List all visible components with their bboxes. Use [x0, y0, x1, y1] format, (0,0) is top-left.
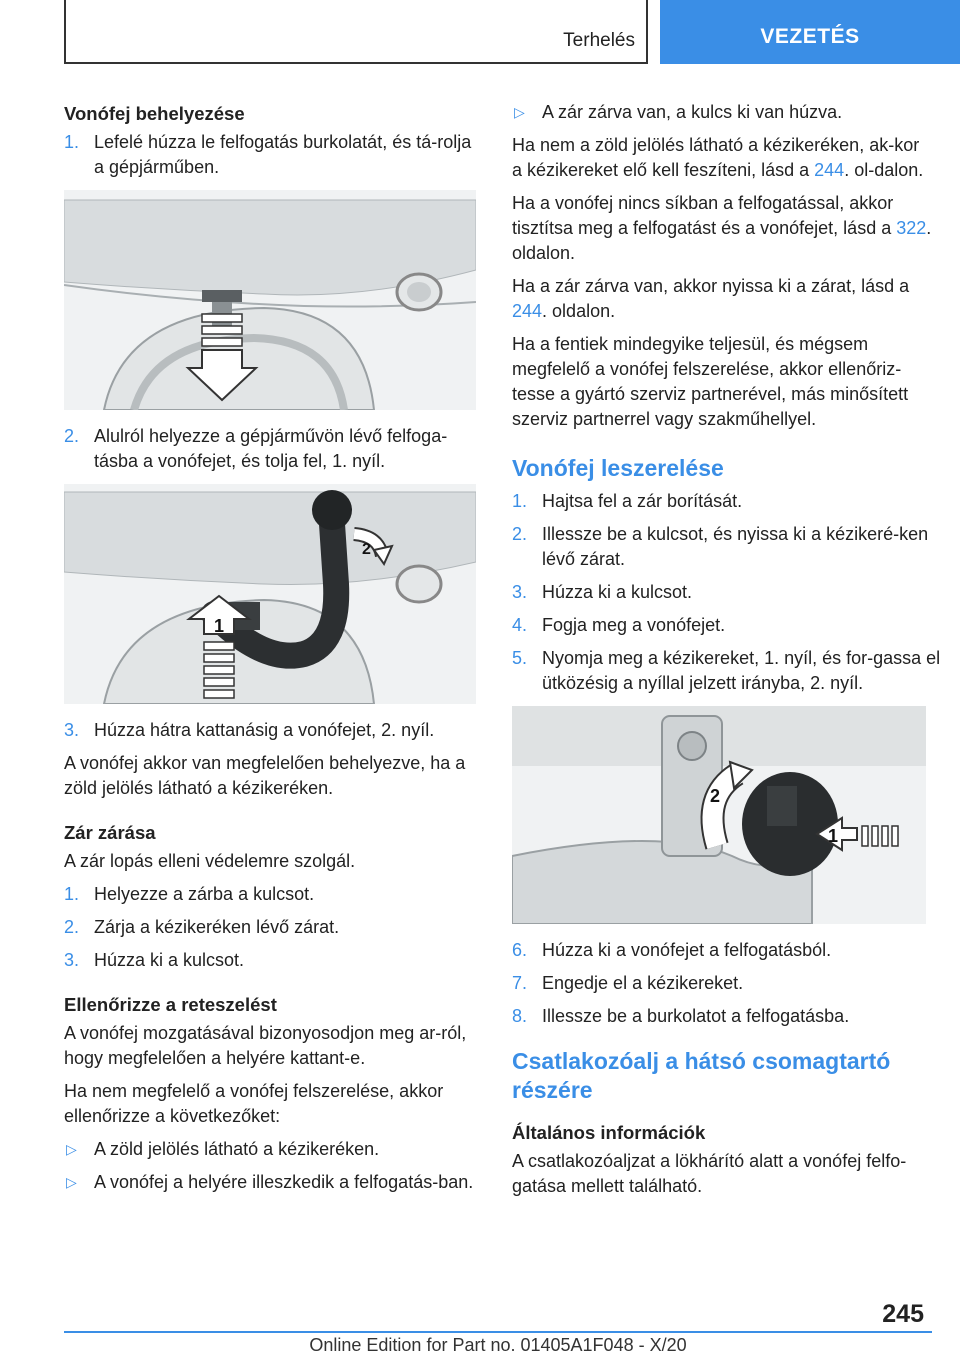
step-text: Hajtsa fel a zár borítását.	[542, 491, 743, 511]
check-bullet	[512, 100, 932, 125]
paragraph-general: A csatlakozóaljzat a lökhárító alatt a vonófej felfo-gatása mellett található.	[512, 1151, 907, 1196]
step-number: 3.	[64, 720, 80, 740]
heading-lock: Zár zárása	[64, 822, 156, 843]
heading-check: Ellenőrizze a reteszelést	[64, 994, 277, 1015]
page-link-244[interactable]: 244	[512, 301, 543, 321]
step-number: 2.	[64, 917, 80, 937]
lock-step	[64, 882, 474, 907]
figure-cover-removal	[64, 190, 476, 410]
bullet-arrow-icon: ▷	[514, 104, 525, 120]
step-text: Lefelé húzza le felfogatás burkolatát, és tá-rolja a gépjárműben.	[94, 132, 472, 177]
step-number: 1.	[64, 884, 80, 904]
paragraph-check-2: Ha nem megfelelő a vonófej felszerelése, akkor ellenőrizze a következőket:	[64, 1081, 444, 1126]
bullet-text: A vonófej a helyére illeszkedik a felfogatás-ban.	[94, 1172, 474, 1192]
step-text: Nyomja meg a kézikereket, 1. nyíl, és for-gassa el ütközésig a nyíllal jelzett irányba, 2. nyíl.	[542, 648, 941, 693]
step-text: Engedje el a kézikereket.	[542, 973, 744, 993]
footer-edition: Online Edition for Part no. 01405A1F048 - X/20	[309, 1335, 687, 1355]
left-column	[64, 100, 474, 1203]
step-number: 2.	[64, 426, 80, 446]
header-chapter-tab[interactable]: VEZETÉS	[660, 0, 960, 64]
step-number: 3.	[512, 582, 528, 602]
install-step-2	[64, 424, 474, 474]
step-number: 3.	[64, 950, 80, 970]
step-text: Illessze be a burkolatot a felfogatásba.	[542, 1006, 850, 1026]
install-step-3	[64, 718, 474, 743]
check-bullet	[64, 1137, 474, 1162]
remove-step	[512, 646, 942, 696]
figure-cover-removal-drawing	[64, 190, 476, 410]
paragraph-lock: A zár lopás elleni védelemre szolgál.	[64, 851, 356, 871]
step-text: Illessze be a kulcsot, és nyissa ki a kézikeré-ken lévő zárat.	[542, 524, 929, 569]
step-text: Húzza ki a kulcsot.	[542, 582, 693, 602]
check-bullet	[64, 1170, 474, 1195]
remove-step	[512, 971, 932, 996]
step-text: Fogja meg a vonófejet.	[542, 615, 726, 635]
remove-step	[512, 938, 932, 963]
step-text: Zárja a kézikeréken lévő zárat.	[94, 917, 340, 937]
page-link-322[interactable]: 322	[896, 218, 927, 238]
figure-label-2: 2	[362, 541, 371, 558]
heading-install: Vonófej behelyezése	[64, 103, 245, 124]
page-link-244[interactable]: 244	[814, 160, 845, 180]
page-number: 245	[882, 1300, 924, 1328]
step-number: 4.	[512, 615, 528, 635]
paragraph-unlock: Ha a zár zárva van, akkor nyissa ki a zárat, lásd a 244. oldalon.	[512, 276, 910, 321]
figure-label-1: 1	[214, 616, 225, 636]
heading-remove: Vonófej leszerelése	[512, 455, 724, 481]
step-text: Alulról helyezze a gépjárművön lévő felfoga-tásba a vonófejet, és tolja fel, 1. nyíl.	[94, 426, 448, 471]
remove-step	[512, 522, 932, 572]
step-text: Húzza hátra kattanásig a vonófejet, 2. nyíl.	[94, 720, 435, 740]
install-step-1	[64, 130, 474, 180]
paragraph-installed: A vonófej akkor van megfelelően behelyezve, ha a zöld jelölés látható a kézikeréken.	[64, 753, 466, 798]
figure-label-2: 2	[710, 786, 721, 806]
step-number: 2.	[512, 524, 528, 544]
paragraph-service: Ha a fentiek mindegyike teljesül, és mégsem megfelelő a vonófej felszerelése, akkor ellenőriz-tesse a gyártó szerviz partnerével, más minősített szerviz partnerrel vagy szakműhellyel.	[512, 334, 909, 429]
step-number: 6.	[512, 940, 528, 960]
lock-step	[64, 948, 474, 973]
lock-step	[64, 915, 474, 940]
figure-insert-towbar-drawing	[64, 484, 476, 704]
step-text: Húzza ki a vonófejet a felfogatásból.	[542, 940, 832, 960]
heading-socket: Csatlakozóalj a hátsó csomagtartó részére	[512, 1048, 891, 1103]
remove-step	[512, 489, 932, 514]
step-text: Húzza ki a kulcsot.	[94, 950, 245, 970]
bullet-arrow-icon: ▷	[66, 1141, 77, 1157]
right-column	[512, 100, 941, 1207]
figure-label-1: 1	[828, 826, 839, 846]
step-number: 1.	[512, 491, 528, 511]
heading-general-info: Általános információk	[512, 1122, 706, 1143]
step-number: 5.	[512, 648, 528, 668]
header-section: Terhelés	[563, 30, 635, 51]
step-number: 8.	[512, 1006, 528, 1026]
step-number: 1.	[64, 132, 80, 152]
figure-release-knob	[512, 706, 926, 924]
bullet-arrow-icon: ▷	[66, 1174, 77, 1190]
bullet-text: A zár zárva van, a kulcs ki van húzva.	[542, 102, 843, 122]
step-text: Helyezze a zárba a kulcsot.	[94, 884, 315, 904]
step-number: 7.	[512, 973, 528, 993]
bullet-text: A zöld jelölés látható a kézikeréken.	[94, 1139, 380, 1159]
footer-divider	[64, 1331, 932, 1333]
paragraph-green-mark: Ha nem a zöld jelölés látható a kézikeréken, ak-kor a kézikereket elő kell feszíteni, lásd a 244. ol-dalon.	[512, 135, 924, 180]
remove-step	[512, 1004, 932, 1029]
remove-step	[512, 613, 932, 638]
figure-release-knob-drawing	[512, 706, 926, 924]
remove-step	[512, 580, 932, 605]
paragraph-check-1: A vonófej mozgatásával bizonyosodjon meg ar-ról, hogy megfelelően a helyére kattant-e.	[64, 1023, 467, 1068]
figure-insert-towbar	[64, 484, 476, 704]
paragraph-clean: Ha a vonófej nincs síkban a felfogatással, akkor tisztítsa meg a felfogatást és a vonófejet, lásd a 322. oldalon.	[512, 193, 932, 263]
